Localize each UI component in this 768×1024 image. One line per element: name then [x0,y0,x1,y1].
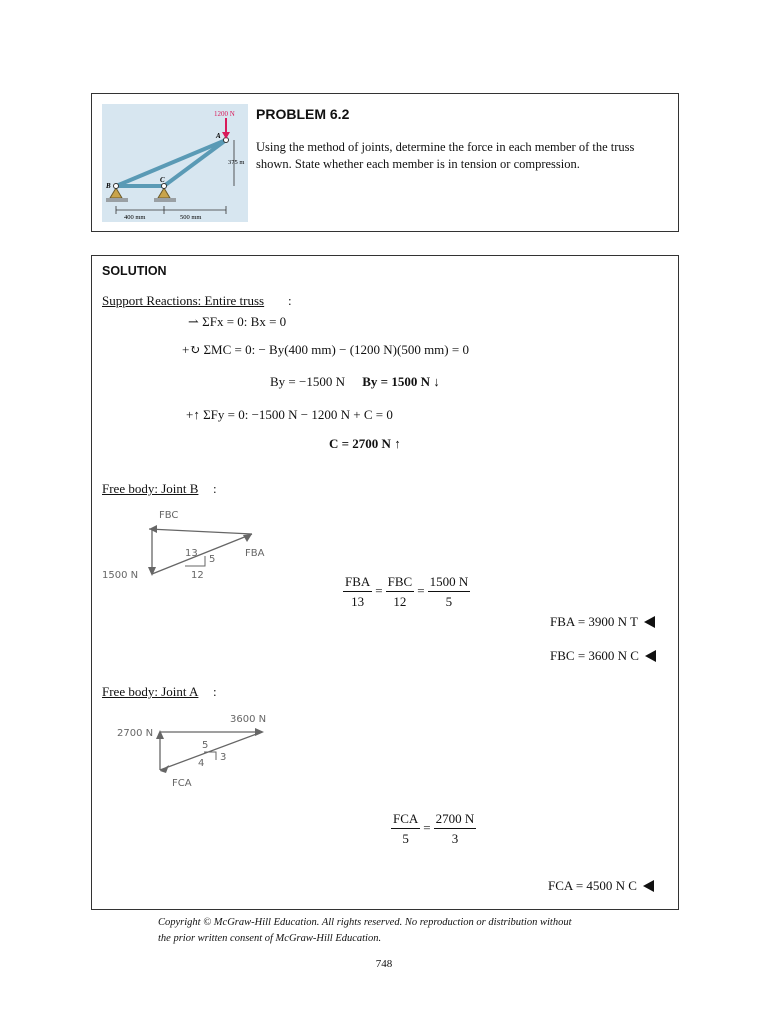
fbc-vector [149,529,252,534]
plus-right-arrow-icon: ⇀ [188,314,199,329]
equation-c-result: C = 2700 N ↑ [329,436,401,451]
tri-a-4: 4 [198,758,205,769]
joint-a-heading: Free body: Joint A [102,684,199,699]
ground-b [106,198,128,202]
problem-title: PROBLEM 6.2 [256,106,350,122]
equation-sum-fx: ⇀ ΣFx = 0: Bx = 0 [188,314,287,329]
joint-a-sketch [112,708,292,796]
label-2700: 2700 N [117,728,154,739]
label-fca: FCA [172,778,192,789]
tri-a-3: 3 [220,752,227,763]
moment-arrow-icon: +↻ [182,342,201,357]
answer-arrow-icon [643,880,654,892]
label-c: C [160,176,165,184]
up-arrow-icon: ↑ [394,436,401,451]
result-fca: FCA = 4500 N C [548,878,654,894]
support-reactions-heading: Support Reactions: Entire truss [102,293,265,308]
page-number: 748 [375,958,393,970]
heading-colon: : [288,293,292,308]
label-b: B [106,182,111,190]
label-3600: 3600 N [230,714,267,725]
dim1-label: 400 mm [124,214,146,221]
ratio-joint-a: $\frac{\text{FCA}}{5}$ = $\frac{2700 N}{3}$ [393,811,475,846]
copyright-line-1: Copyright © McGraw-Hill Education. All rights reserved. No reproduction or distribution without [158,917,572,928]
label-fba: FBA [245,548,265,559]
fca-vector [160,732,262,770]
fba-vector [152,534,252,574]
joint-b [114,184,119,189]
truss-figure [102,104,248,222]
equation-sum-mc: +↻ ΣMC = 0: − By(400 mm) − (1200 N)(500 mm) = 0 [182,342,469,357]
tri-13: 13 [185,548,198,559]
equation-sum-fy: +↑ ΣFy = 0: −1500 N − 1200 N + C = 0 [186,407,393,422]
copyright-footer [158,915,571,947]
copyright-line-2: the prior written consent of McGraw-Hill Education. [158,933,382,944]
tri-a-5: 5 [202,740,209,751]
problem-box [91,93,679,232]
result-fbc: FBC = 3600 N C [550,648,656,664]
load-label: 1200 N [214,110,235,118]
label-fbc: FBC [159,510,179,521]
joint-b-heading: Free body: Joint B [102,481,199,496]
ratio-joint-b: $\frac{\text{FBA}}{13}$ = $\frac{\text{FBC}}{12}$ = $\frac{1500 N}{5}$ [345,574,469,609]
problem-statement: Using the method of joints, determine the force in each member of the truss shown. State whether each member is in tension or compression. [256,140,635,171]
joint-b-sketch [97,504,277,586]
dim2-label: 500 mm [180,214,202,221]
equation-by: By = −1500 N By = 1500 N ↓ [270,374,440,389]
joint-c [162,184,167,189]
solution-box: SOLUTION Support Reactions: Entire truss : ⇀ ΣFx = 0: Bx = 0 +↻ ΣMC = 0: − By(400 mm) − (1200 N)(500 mm) = 0 By = −1500 N By = 1500 N ↓ +↑ ΣFy = 0: −1500 N − 1200 N + C = 0 C = 2700 N ↑ Free body: Joint B : FBC FBA 1500 N 13 5 12 $\frac{\text{FBA}}{13}$ = $\frac{\text{FBC}}{12}$ = $\frac{1500 N}{5}$ FBA = 3900 N T FBC = 3600 N C Free body: Joint A : 3600 N 2700 N FCA 5 3 4 $\frac{\text{FCA}}{5}$ = $\frac{2700 N}{3}$ FCA = 4500 N C [91,255,679,910]
down-arrow-icon: ↓ [433,374,440,389]
label-1500: 1500 N [102,570,139,581]
solution-title: SOLUTION [102,264,167,278]
answer-arrow-icon [644,616,655,628]
tri-12: 12 [191,570,204,581]
tri-5: 5 [209,554,216,565]
ground-c [154,198,176,202]
result-fba: FBA = 3900 N T [550,614,655,630]
height-label: 375 m [228,159,245,166]
answer-arrow-icon [645,650,656,662]
plus-up-arrow-icon: +↑ [186,407,200,422]
label-a: A [216,132,221,140]
